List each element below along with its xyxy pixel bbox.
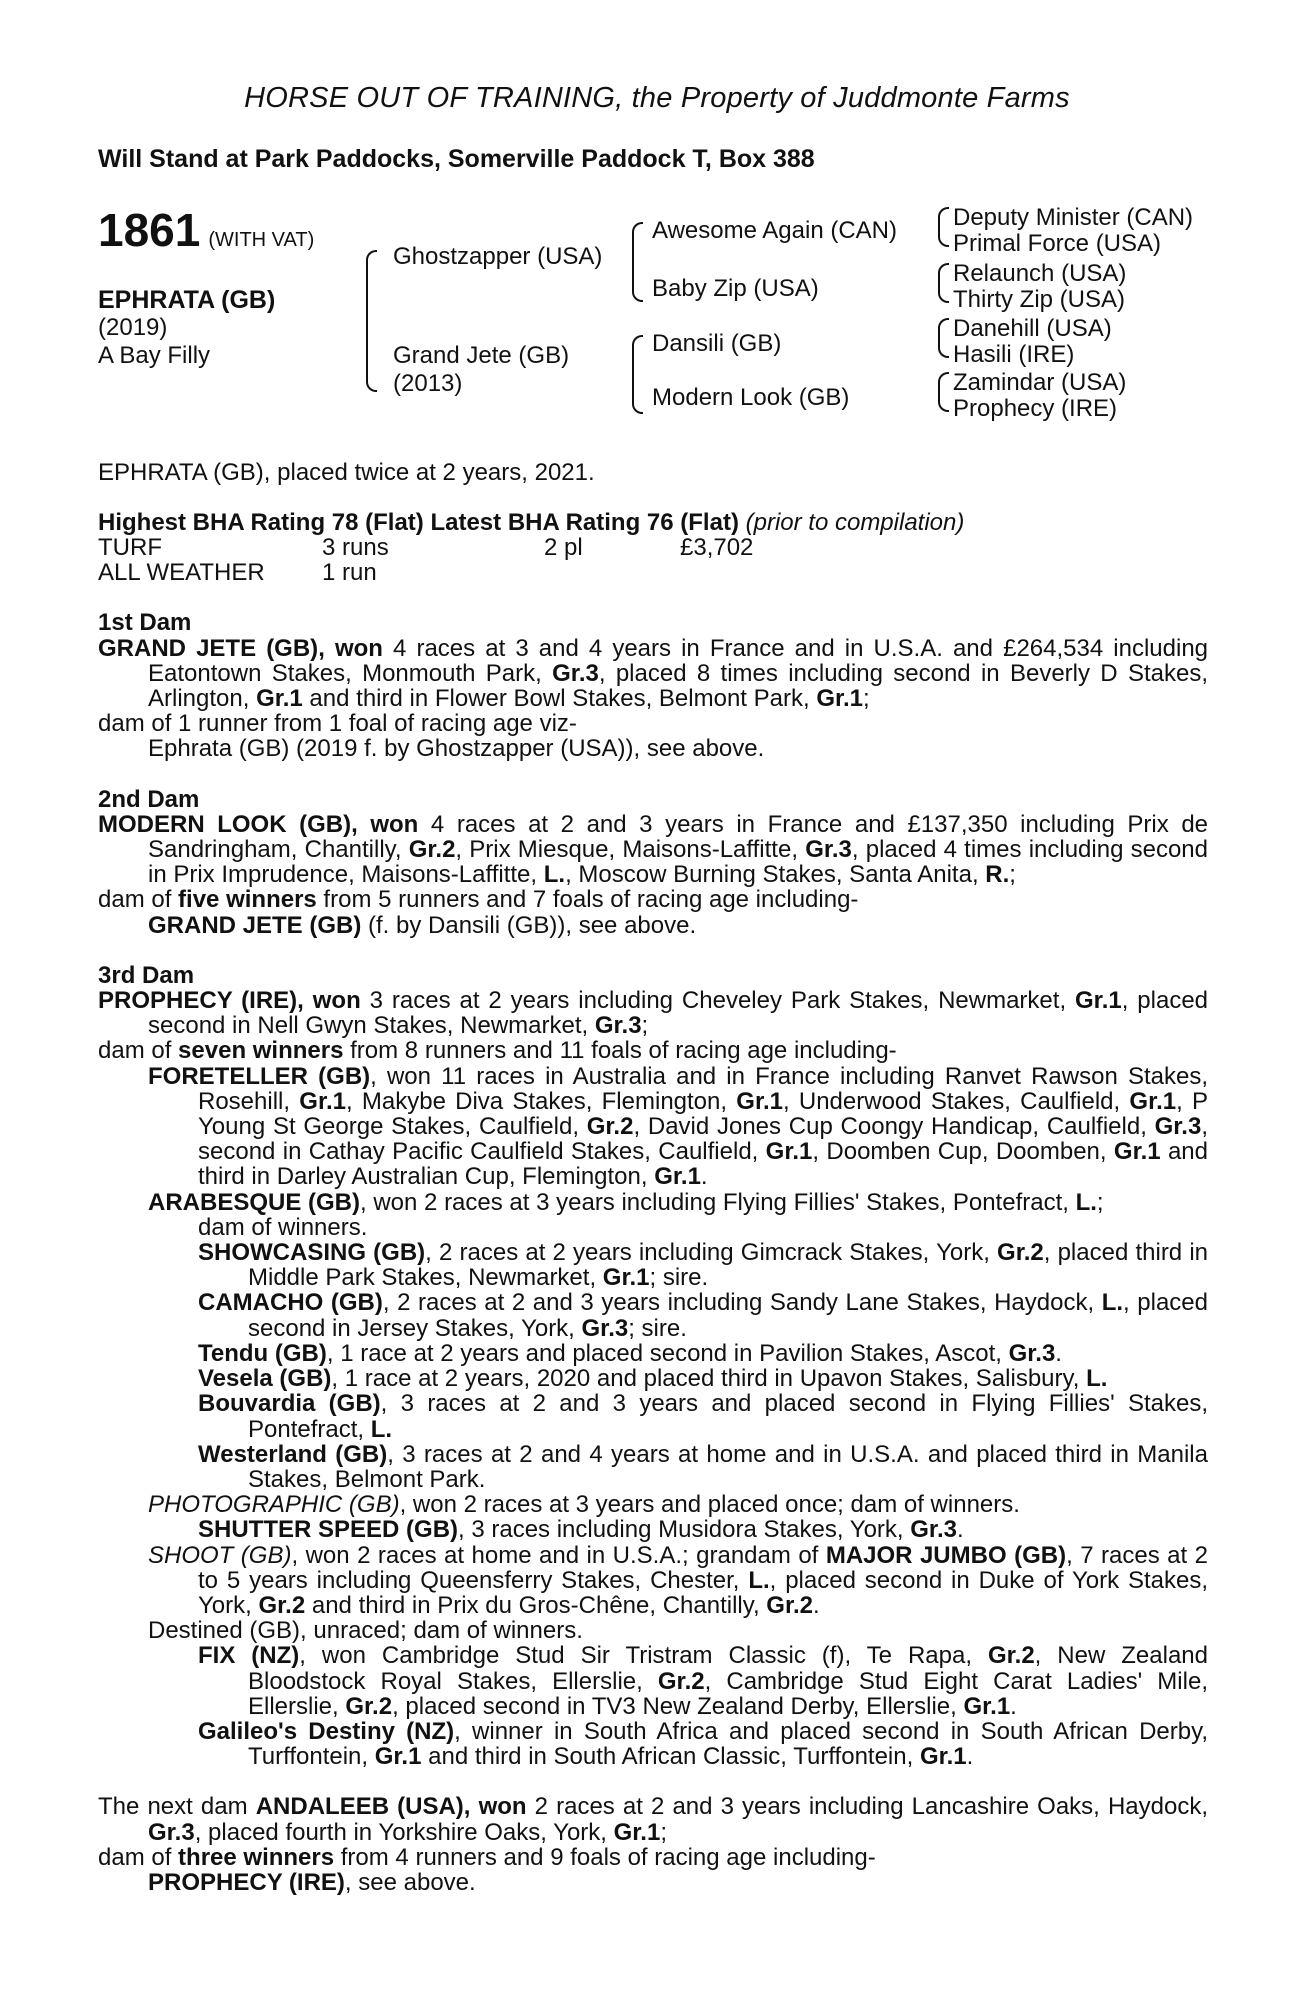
produce-name: FORETELLER (GB) (148, 1062, 371, 1090)
produce-name: Bouvardia (GB) (198, 1390, 381, 1418)
form-row (98, 535, 753, 560)
produce-name: PHOTOGRAPHIC (GB) (148, 1491, 400, 1519)
won-label: , won (463, 1793, 527, 1821)
record-text: The next dam (98, 1793, 256, 1821)
record-text: , 3 races at 2 and 4 years at home and in U.S.A. and placed third in Manila Stakes, Belmont Park. (248, 1440, 1208, 1493)
pedigree-dam-year: (2013) (393, 370, 463, 397)
record-text: ; (1009, 861, 1016, 889)
grade: Gr.1 (919, 1743, 967, 1771)
pedigree-sire-sire: Awesome Again (CAN) (652, 217, 897, 244)
arabesque-entry (98, 1190, 1208, 1215)
grade: Gr.1 (602, 1264, 650, 1292)
produce-name: Tendu (GB) (198, 1339, 327, 1367)
record-text: ; sire. (628, 1314, 687, 1342)
grade: Gr.1 (1129, 1087, 1177, 1115)
grade: Gr.3 (1008, 1339, 1056, 1367)
brace-gen3-2 (938, 263, 949, 303)
form-row (98, 560, 753, 585)
grade: Gr.1 (1075, 987, 1122, 1015)
grade: Gr.1 (299, 1087, 346, 1115)
grade: Gr.1 (613, 1818, 661, 1846)
record-text: , second in Cathay Pacific Caulfield Stakes, Caulfield, (198, 1113, 1208, 1166)
horse-description: A Bay Filly (98, 342, 211, 369)
grade: Gr.1 (374, 1743, 422, 1771)
record-text: dam of (98, 1843, 179, 1871)
produce-name: Westerland (GB) (198, 1440, 388, 1468)
record-text: , won 2 races at 3 years and placed once; dam of winners. (399, 1491, 1020, 1519)
grade: L. (1086, 1365, 1108, 1393)
first-dam-name: GRAND JETE (GB) (98, 634, 319, 662)
pedigree-sire: Ghostzapper (USA) (393, 243, 603, 270)
vesela-entry (98, 1366, 1208, 1391)
grade: Gr.1 (736, 1087, 783, 1115)
second-dam-foal (98, 913, 1208, 938)
form-table (98, 535, 753, 585)
record-text: dam of (98, 886, 179, 914)
record-text: , P Young St George Stakes, Caulfield, (198, 1087, 1209, 1141)
pedigree-dam-sire: Dansili (GB) (652, 330, 782, 357)
record-text: , David Jones Cup Coongy Handicap, Caulfield, (633, 1113, 1155, 1141)
pedigree-sss: Deputy Minister (CAN) (953, 204, 1194, 231)
third-dam-produce (98, 1038, 1208, 1063)
next-dam-name: ANDALEEB (USA) (255, 1793, 464, 1821)
shutter-speed-entry (98, 1517, 1208, 1542)
form-placed: 2 pl (544, 534, 583, 562)
record-text: , placed fourth in Yorkshire Oaks, York, (194, 1818, 614, 1846)
second-dam-heading: 2nd Dam (98, 785, 200, 813)
grade: Gr.1 (816, 685, 864, 713)
record-text: and third in Flower Bowl Stakes, Belmont Park, (302, 685, 817, 713)
grade: Gr.3 (581, 1314, 629, 1342)
first-dam-foal: Ephrata (GB) (2019 f. by Ghostzapper (USA)), see above. (148, 735, 765, 763)
grade: Gr.2 (258, 1591, 306, 1619)
grade: L. (1075, 1188, 1097, 1216)
record-text: , won 11 races in Australia and in France including Ranvet Rawson Stakes, Rosehill, (198, 1062, 1208, 1115)
record-text: from 5 runners and 7 foals of racing age including- (316, 886, 859, 914)
record-text: , placed second in Jersey Stakes, York, (248, 1289, 1208, 1342)
grade: L. (748, 1566, 770, 1594)
record-text: , 1 race at 2 years and placed second in Pavilion Stakes, Ascot, (326, 1339, 1009, 1367)
lot-number (98, 203, 314, 257)
record-text: . (966, 1743, 974, 1771)
produce-name: SHUTTER SPEED (GB) (198, 1516, 459, 1544)
record-text: , 3 races at 2 and 3 years and placed second in Flying Fillies' Stakes, Pontefract, (248, 1390, 1209, 1443)
form-surface: ALL WEATHER (98, 559, 265, 587)
pedigree-sds: Relaunch (USA) (953, 260, 1127, 287)
bha-rating (98, 510, 1208, 535)
record-text: , 2 races at 2 years including Gimcrack Stakes, York, (425, 1239, 998, 1267)
record-text: , placed 4 times including second in Prix Imprudence, Maisons-Laffitte, (148, 836, 1209, 889)
form-runs: 3 runs (322, 534, 389, 562)
winners-count: three winners (178, 1843, 335, 1871)
record-text: , Doomben Cup, Doomben, (812, 1138, 1114, 1166)
record-text: ; (863, 685, 870, 713)
showcasing-entry (98, 1240, 1208, 1290)
record-text: , won 2 races at home and in U.S.A.; grandam of (291, 1541, 826, 1569)
form-prize: £3,702 (680, 534, 754, 562)
grade: Gr.2 (586, 1113, 634, 1141)
pedigree-sdd: Thirty Zip (USA) (953, 286, 1126, 313)
grade: Gr.2 (345, 1692, 393, 1720)
grade: Gr.1 (963, 1692, 1011, 1720)
record-text: 3 races at 2 years including Cheveley Park Stakes, Newmarket, (360, 987, 1076, 1015)
record-text: , won 2 races at 3 years including Flying Fillies' Stakes, Pontefract, (360, 1188, 1076, 1216)
grade: Gr.2 (657, 1667, 705, 1695)
destined-entry: Destined (GB), unraced; dam of winners. (148, 1617, 583, 1645)
record-text: 4 races at 3 and 4 years in France and in U.S.A. and £264,534 including Eatontown Stakes, Monmouth Park, (148, 634, 1209, 687)
record-text: , Prix Miesque, Maisons-Laffitte, (455, 836, 806, 864)
record-text: , won Cambridge Stud Sir Tristram Classic (f), Te Rapa, (299, 1642, 988, 1670)
grade: Gr.3 (148, 1818, 195, 1846)
grade: Gr.2 (987, 1642, 1035, 1670)
pedigree-dam: Grand Jete (GB) (393, 342, 570, 369)
next-dam-produce (98, 1845, 1208, 1870)
record-text: , placed third in Middle Park Stakes, Newmarket, (248, 1239, 1209, 1292)
record-text: . (1055, 1339, 1062, 1367)
record-text: , New Zealand Bloodstock Royal Stakes, Ellerslie, (248, 1642, 1209, 1695)
second-dam-record (98, 812, 1208, 888)
produce-name: MAJOR JUMBO (GB) (825, 1541, 1067, 1569)
record-text: , Makybe Diva Stakes, Flemington, (345, 1087, 737, 1115)
grade: Gr.1 (256, 685, 303, 713)
record-text: ; (641, 1012, 649, 1040)
grade: Gr.2 (408, 836, 456, 864)
second-dam-name: MODERN LOOK (GB) (98, 810, 352, 838)
record-text: 2 races at 2 and 3 years including Lancashire Oaks, Haydock, (526, 1793, 1208, 1821)
grade: Gr.3 (910, 1516, 957, 1544)
bouvardia-entry (98, 1391, 1208, 1441)
won-label: , won (297, 987, 361, 1015)
grade: Gr.1 (654, 1163, 701, 1191)
foreteller-entry (98, 1064, 1208, 1190)
record-text: , 7 races at 2 to 5 years including Queensferry Stakes, Chester, (198, 1541, 1209, 1594)
record-text: , Moscow Burning Stakes, Santa Anita, (565, 861, 986, 889)
pedigree-dam-dam: Modern Look (GB) (652, 384, 850, 411)
produce-name: FIX (NZ) (198, 1642, 300, 1670)
record-text: , Cambridge Stud Eight Carat Ladies' Mile, Ellerslie, (248, 1667, 1208, 1720)
brace-gen1 (366, 250, 377, 392)
form-runs: 1 run (322, 559, 377, 587)
grade: Gr.1 (765, 1138, 813, 1166)
third-dam-heading: 3rd Dam (98, 961, 195, 989)
third-dam-record (98, 988, 1208, 1038)
horse-identity (98, 286, 275, 370)
record-text: , placed 8 times including second in Beverly D Stakes, Arlington, (148, 659, 1208, 713)
winners-count: five winners (178, 886, 317, 914)
record-text: ; (1096, 1188, 1104, 1216)
grade: Gr.1 (1113, 1138, 1161, 1166)
form-surface: TURF (98, 534, 162, 562)
pedigree-dss: Danehill (USA) (953, 315, 1112, 342)
galileos-destiny-entry (98, 1719, 1208, 1769)
record-text: . (813, 1591, 820, 1619)
record-text: , winner in South Africa and placed second in South African Derby, Turffontein, (248, 1717, 1209, 1771)
first-dam-record (98, 636, 1208, 712)
grade: Gr.3 (552, 659, 599, 687)
third-dam-name: PROPHECY (IRE) (98, 987, 298, 1015)
form-placed (544, 560, 680, 585)
grade: Gr.3 (1154, 1113, 1202, 1141)
produce-name: SHOOT (GB) (148, 1541, 292, 1569)
grade: L. (370, 1415, 393, 1443)
record-text: ; sire. (649, 1264, 709, 1292)
photographic-entry (98, 1492, 1208, 1517)
form-prize (680, 560, 753, 585)
grade: Gr.3 (594, 1012, 642, 1040)
pedigree-ddd: Prophecy (IRE) (953, 395, 1118, 422)
produce-name: Galileo's Destiny (NZ) (198, 1717, 455, 1745)
lot-number-value: 1861 (98, 204, 201, 256)
race-summary: EPHRATA (GB), placed twice at 2 years, 2021. (98, 459, 595, 486)
brace-gen3-3 (938, 318, 949, 358)
bha-rating-note: (prior to compilation) (745, 509, 965, 537)
winners-count: seven winners (178, 1037, 344, 1065)
record-text: , placed second in Nell Gwyn Stakes, Newmarket, (148, 987, 1209, 1040)
brace-gen2-dam (632, 335, 643, 414)
arabesque-produce: dam of winners. (198, 1213, 368, 1241)
shoot-entry (98, 1543, 1208, 1619)
pedigree-dds: Zamindar (USA) (953, 369, 1127, 396)
first-dam-heading: 1st Dam (98, 609, 192, 637)
second-dam-produce (98, 887, 1208, 912)
horse-year: (2019) (98, 314, 168, 341)
brace-gen3-4 (938, 372, 949, 412)
record-text: and third in South African Classic, Turffontein, (421, 1743, 920, 1771)
page-title: HORSE OUT OF TRAINING, the Property of Juddmonte Farms (244, 82, 1070, 114)
first-dam-produce: dam of 1 runner from 1 foal of racing age viz- (98, 710, 577, 738)
record-text: from 4 runners and 9 foals of racing age including- (334, 1843, 876, 1871)
record-text: ; (660, 1818, 667, 1846)
record-text: . (956, 1516, 964, 1544)
stand-location: Will Stand at Park Paddocks, Somerville Paddock T, Box 388 (98, 145, 815, 173)
produce-name: ARABESQUE (GB) (148, 1188, 361, 1216)
record-text: dam of (98, 1037, 179, 1065)
horse-name: EPHRATA (GB) (98, 286, 276, 314)
grade: R. (985, 861, 1010, 889)
pedigree-ssd: Primal Force (USA) (953, 230, 1162, 257)
pedigree-dsd: Hasili (IRE) (953, 341, 1075, 368)
pedigree-sire-dam: Baby Zip (USA) (652, 275, 819, 302)
grade: Gr.3 (805, 836, 852, 864)
won-label: , won (351, 810, 419, 838)
brace-gen2-sire (632, 222, 643, 302)
record-text: , placed second in Duke of York Stakes, York, (198, 1566, 1209, 1619)
record-text: and third in Darley Australian Cup, Flemington, (198, 1138, 1208, 1191)
record-text: , see above. (344, 1868, 476, 1896)
catalogue-body (98, 460, 1208, 1895)
won-label: , won (318, 634, 383, 662)
brace-gen3-1 (938, 207, 949, 247)
record-text: from 8 runners and 11 foals of racing age including- (343, 1037, 897, 1065)
produce-name: Vesela (GB) (198, 1365, 332, 1393)
record-text: , 2 races at 2 and 3 years including Sandy Lane Stakes, Haydock, (382, 1289, 1102, 1317)
fix-entry (98, 1643, 1208, 1719)
record-text: . (700, 1163, 708, 1191)
record-text: (f. by Dansili (GB)), see above. (361, 911, 697, 939)
foal-name: PROPHECY (IRE) (148, 1868, 345, 1896)
grade: Gr.2 (997, 1239, 1044, 1267)
bha-rating-text: Highest BHA Rating 78 (Flat) Latest BHA Rating 76 (Flat) (98, 509, 739, 537)
record-text: , Underwood Stakes, Caulfield, (782, 1087, 1130, 1115)
tendu-entry (98, 1341, 1208, 1366)
camacho-entry (98, 1290, 1208, 1340)
produce-name: SHOWCASING (GB) (198, 1239, 426, 1267)
record-text: , placed second in TV3 New Zealand Derby, Ellerslie, (392, 1692, 964, 1720)
foal-name: GRAND JETE (GB) (148, 911, 362, 939)
record-text: 4 races at 2 and 3 years in France and £137,350 including Prix de Sandringham, Chantilly, (148, 810, 1209, 864)
produce-name: CAMACHO (GB) (198, 1289, 383, 1317)
vat-note: (WITH VAT) (208, 229, 315, 251)
next-dam-record (98, 1794, 1208, 1844)
next-dam-foal (98, 1870, 1208, 1895)
record-text: , 3 races including Musidora Stakes, York, (458, 1516, 911, 1544)
grade: Gr.2 (766, 1591, 813, 1619)
record-text: . (1010, 1692, 1017, 1720)
grade: L. (1101, 1289, 1124, 1317)
record-text: and third in Prix du Gros-Chêne, Chantilly, (305, 1591, 767, 1619)
record-text: , 1 race at 2 years, 2020 and placed third in Upavon Stakes, Salisbury, (331, 1365, 1087, 1393)
grade: L. (543, 861, 566, 889)
westerland-entry (98, 1442, 1208, 1492)
